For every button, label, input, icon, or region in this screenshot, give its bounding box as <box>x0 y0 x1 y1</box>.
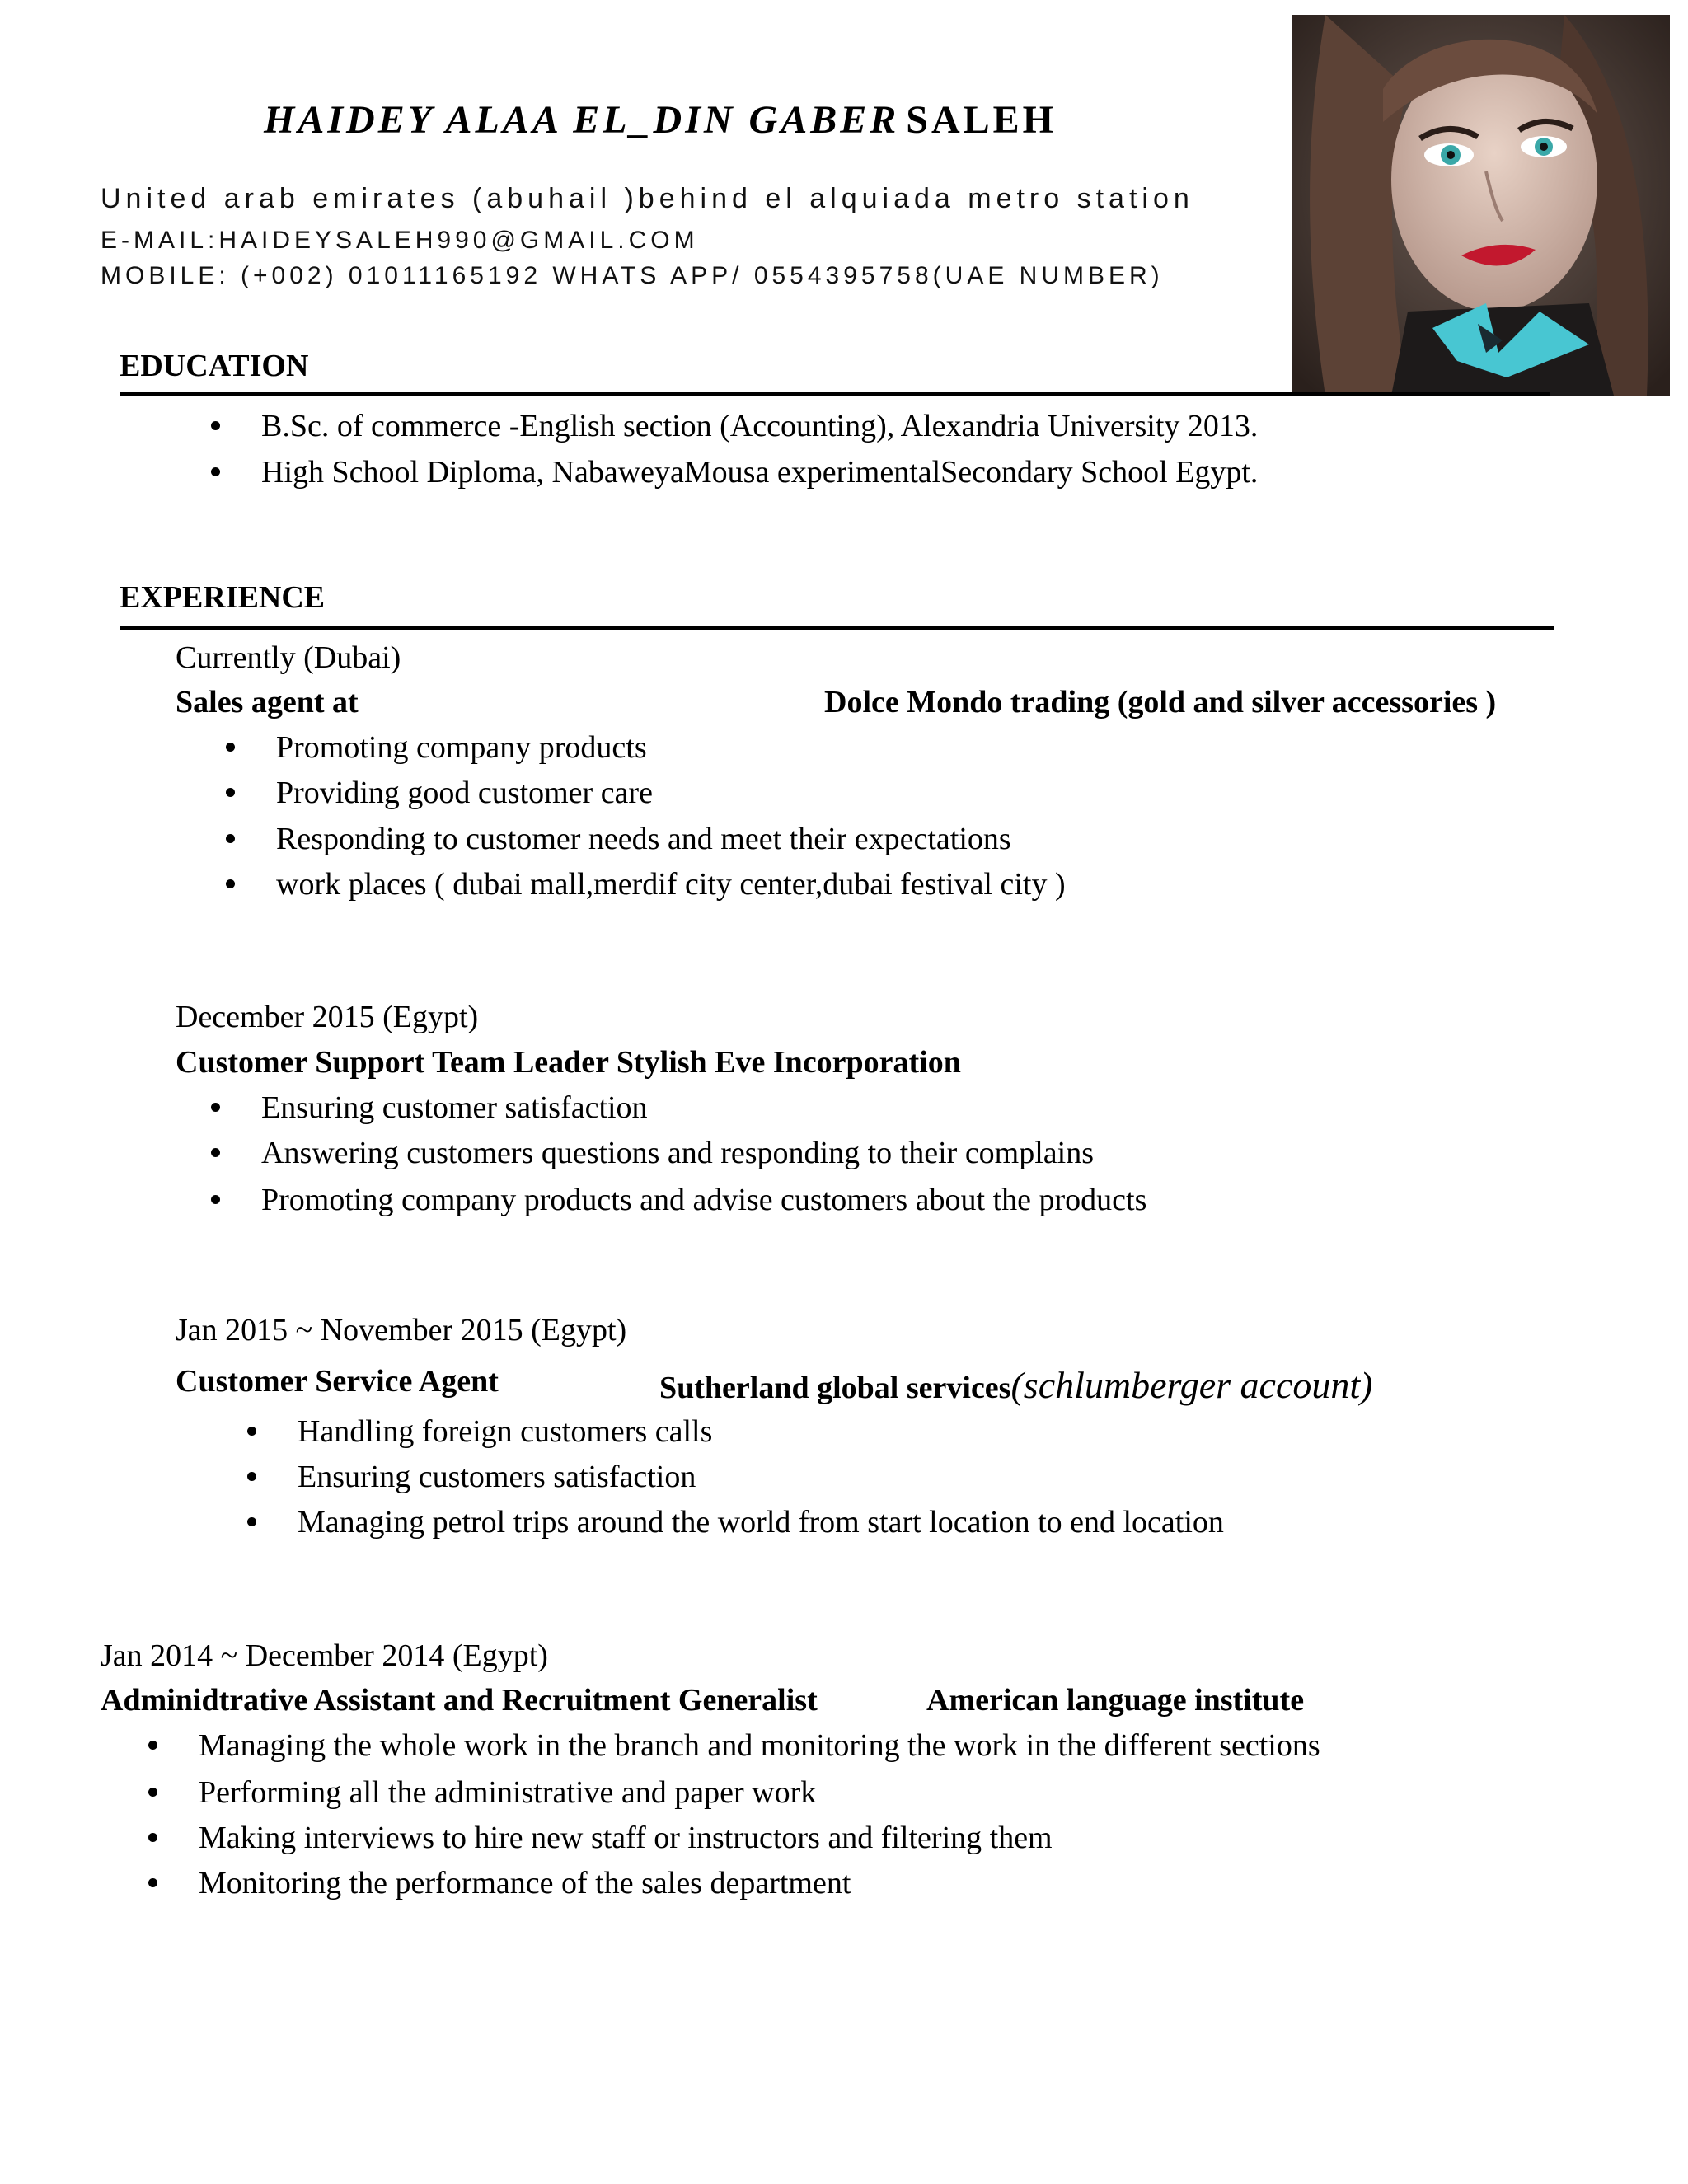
bullet-icon <box>226 879 235 888</box>
company-note: (schlumberger account) <box>1010 1364 1373 1406</box>
bullet-icon <box>247 1517 256 1526</box>
job-role: Customer Support Team Leader Stylish Eve Incorporation <box>176 1045 961 1080</box>
bullet-icon <box>211 467 220 476</box>
address: United arab emirates (abuhail )behind el alquiada metro station <box>101 183 1194 214</box>
bullet-icon <box>211 1103 220 1112</box>
education-heading: EDUCATION <box>120 349 309 383</box>
bullet-icon <box>226 788 235 797</box>
bullet-icon <box>226 834 235 843</box>
bullet-icon <box>247 1427 256 1436</box>
profile-photo <box>1292 15 1670 396</box>
job-role: Sales agent at <box>176 685 359 719</box>
job-period: Jan 2015 ~ November 2015 (Egypt) <box>176 1313 627 1347</box>
job-role: Customer Service Agent <box>176 1364 499 1399</box>
job-company: Sutherland global services(schlumberger account) <box>659 1364 1373 1406</box>
job-period: December 2015 (Egypt) <box>176 1000 479 1034</box>
bullet-icon <box>148 1741 157 1750</box>
name-italic: HAIDEY ALAA EL_DIN GABER <box>264 98 900 142</box>
experience-heading: EXPERIENCE <box>120 580 326 615</box>
bullet-icon <box>148 1833 157 1842</box>
bullet-icon <box>148 1788 157 1797</box>
bullet-icon <box>211 1148 220 1157</box>
bullet-icon <box>226 743 235 752</box>
mobile-number: MOBILE: (+002) 01011165192 WHATS APP/ 0554395758(UAE NUMBER) <box>101 262 1164 289</box>
job-role: Adminidtrative Assistant and Recruitment Generalist <box>101 1683 818 1718</box>
education-divider <box>120 392 1550 396</box>
job-company: Dolce Mondo trading (gold and silver accessories ) <box>824 685 1497 719</box>
experience-divider <box>120 626 1554 630</box>
name-surname: SALEH <box>906 98 1057 142</box>
email: E-MAIL:HAIDEYSALEH990@GMAIL.COM <box>101 227 699 254</box>
bullet-icon <box>148 1878 157 1887</box>
bullet-icon <box>211 1195 220 1204</box>
bullet-icon <box>211 421 220 430</box>
profile-photo-drawing <box>1292 15 1670 396</box>
job-period: Currently (Dubai) <box>176 640 401 675</box>
candidate-name <box>264 97 1057 143</box>
job-company: American language institute <box>926 1683 1305 1718</box>
job-period: Jan 2014 ~ December 2014 (Egypt) <box>101 1638 548 1673</box>
bullet-icon <box>247 1472 256 1481</box>
